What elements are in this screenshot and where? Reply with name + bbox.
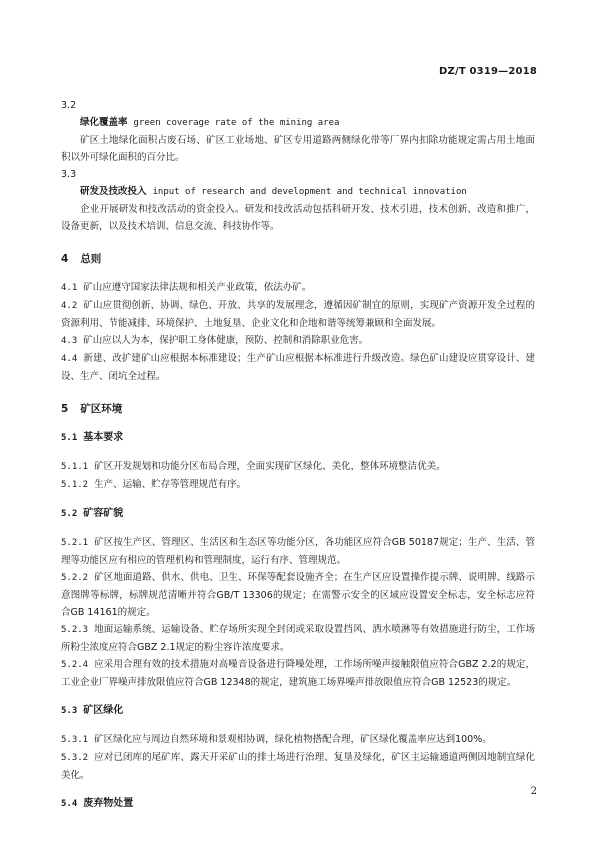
list-item: 4.3 矿山应以人为本，保护职工身体健康，预防、控制和消除职业危害。 [61, 335, 369, 346]
section-title: 总则 [80, 253, 102, 265]
list-item: 5.3.1 矿区绿化应与周边自然环境和景观相协调，绿化植物搭配合理，矿区绿化覆盖率应达到100%。 [61, 734, 492, 745]
subsection-heading: 5.4 废弃物处置 [61, 798, 134, 809]
clause-number: 3.3 [61, 169, 77, 180]
subsection-heading: 5.1 基本要求 [61, 432, 124, 443]
clause-number: 3.2 [61, 100, 77, 111]
section-heading [61, 401, 535, 418]
term-chinese: 绿化覆盖率 [80, 117, 128, 128]
term-definition: 矿区土地绿化面积占废石场、矿区工业场地、矿区专用道路两侧绿化带等厂界内扣除功能规定需占用土地面积以外可绿化面积的百分比。 [61, 135, 535, 163]
term-definition: 企业开展研发和技改活动的资金投入。研发和技改活动包括科研开发、技术引进，技术创新、改造和推广，设备更新，以及技术培训、信息交流、科技协作等。 [61, 204, 535, 232]
term-heading [61, 114, 535, 132]
term-english: input of research and development and technical innovation [152, 187, 467, 197]
section-number: 5 [61, 403, 69, 415]
list-item: 5.1.1 矿区开发规划和功能分区布局合理，全面实现矿区绿化、美化，整体环境整洁优美。 [61, 461, 446, 472]
list-item: 5.3.2 应对已闭库的尾矿库、露天开采矿山的排土场进行治理、复垦及绿化，矿区主运输通道两侧因地制宜绿化美化。 [61, 752, 535, 781]
term-heading [61, 183, 535, 201]
list-item: 4.1 矿山应遵守国家法律法规和相关产业政策，依法办矿。 [61, 282, 312, 293]
page-number: 2 [530, 786, 537, 797]
list-item: 5.1.2 生产、运输、贮存等管理规范有序。 [61, 479, 247, 490]
list-item: 5.2.3 地面运输系统、运输设备、贮存场所实现全封闭或采取设置挡风、洒水喷淋等有效措施进行防尘，工作场所粉尘浓度应符合GBZ 2.1规定的粉尘容许浓度要求。 [61, 624, 535, 653]
subsection-heading: 5.2 矿容矿貌 [61, 508, 124, 519]
list-item: 4.4 新建、改扩建矿山应根据本标准建设；生产矿山应根据本标准进行升级改造。绿色矿山建设应贯穿设计、建设、生产、闭坑全过程。 [61, 353, 535, 382]
standard-code: DZ/T 0319—2018 [439, 66, 537, 77]
term-english: green coverage rate of the mining area [133, 118, 340, 128]
list-item: 5.2.2 矿区地面道路、供水、供电、卫生、环保等配套设施齐全；在生产区应设置操作提示牌、说明牌、线路示意图牌等标牌，标牌规范清晰并符合GB/T 13306的规定；在需警示安全的区域应设置安全标志，安全标志应符合GB 14161的规定。 [61, 572, 535, 618]
section-title: 矿区环境 [80, 403, 123, 415]
section-heading [61, 251, 535, 268]
subsection-heading: 5.3 矿区绿化 [61, 705, 124, 716]
term-chinese: 研发及技改投入 [80, 186, 147, 197]
list-item: 5.2.4 应采用合理有效的技术措施对高噪音设备进行降噪处理，工作场所噪声接触限值应符合GBZ 2.2的规定，工业企业厂界噪声排放限值应符合GB 12348的规定，建筑施工场界噪声排放限值应符合GB 12523的规定。 [61, 659, 535, 688]
list-item: 5.2.1 矿区按生产区、管理区、生活区和生态区等功能分区，各功能区应符合GB 50187规定；生产、生活、管理等功能区应有相应的管理机构和管理制度，运行有序、管理规范。 [61, 537, 535, 566]
page-body [61, 97, 535, 813]
list-item: 4.2 矿山应贯彻创新、协调、绿色、开放、共享的发展理念，遵循因矿制宜的原则，实现矿产资源开发全过程的资源利用、节能减排、环境保护、土地复垦、企业文化和企地和谐等统筹兼顾和全面发展。 [61, 300, 535, 329]
section-number: 4 [61, 253, 69, 265]
